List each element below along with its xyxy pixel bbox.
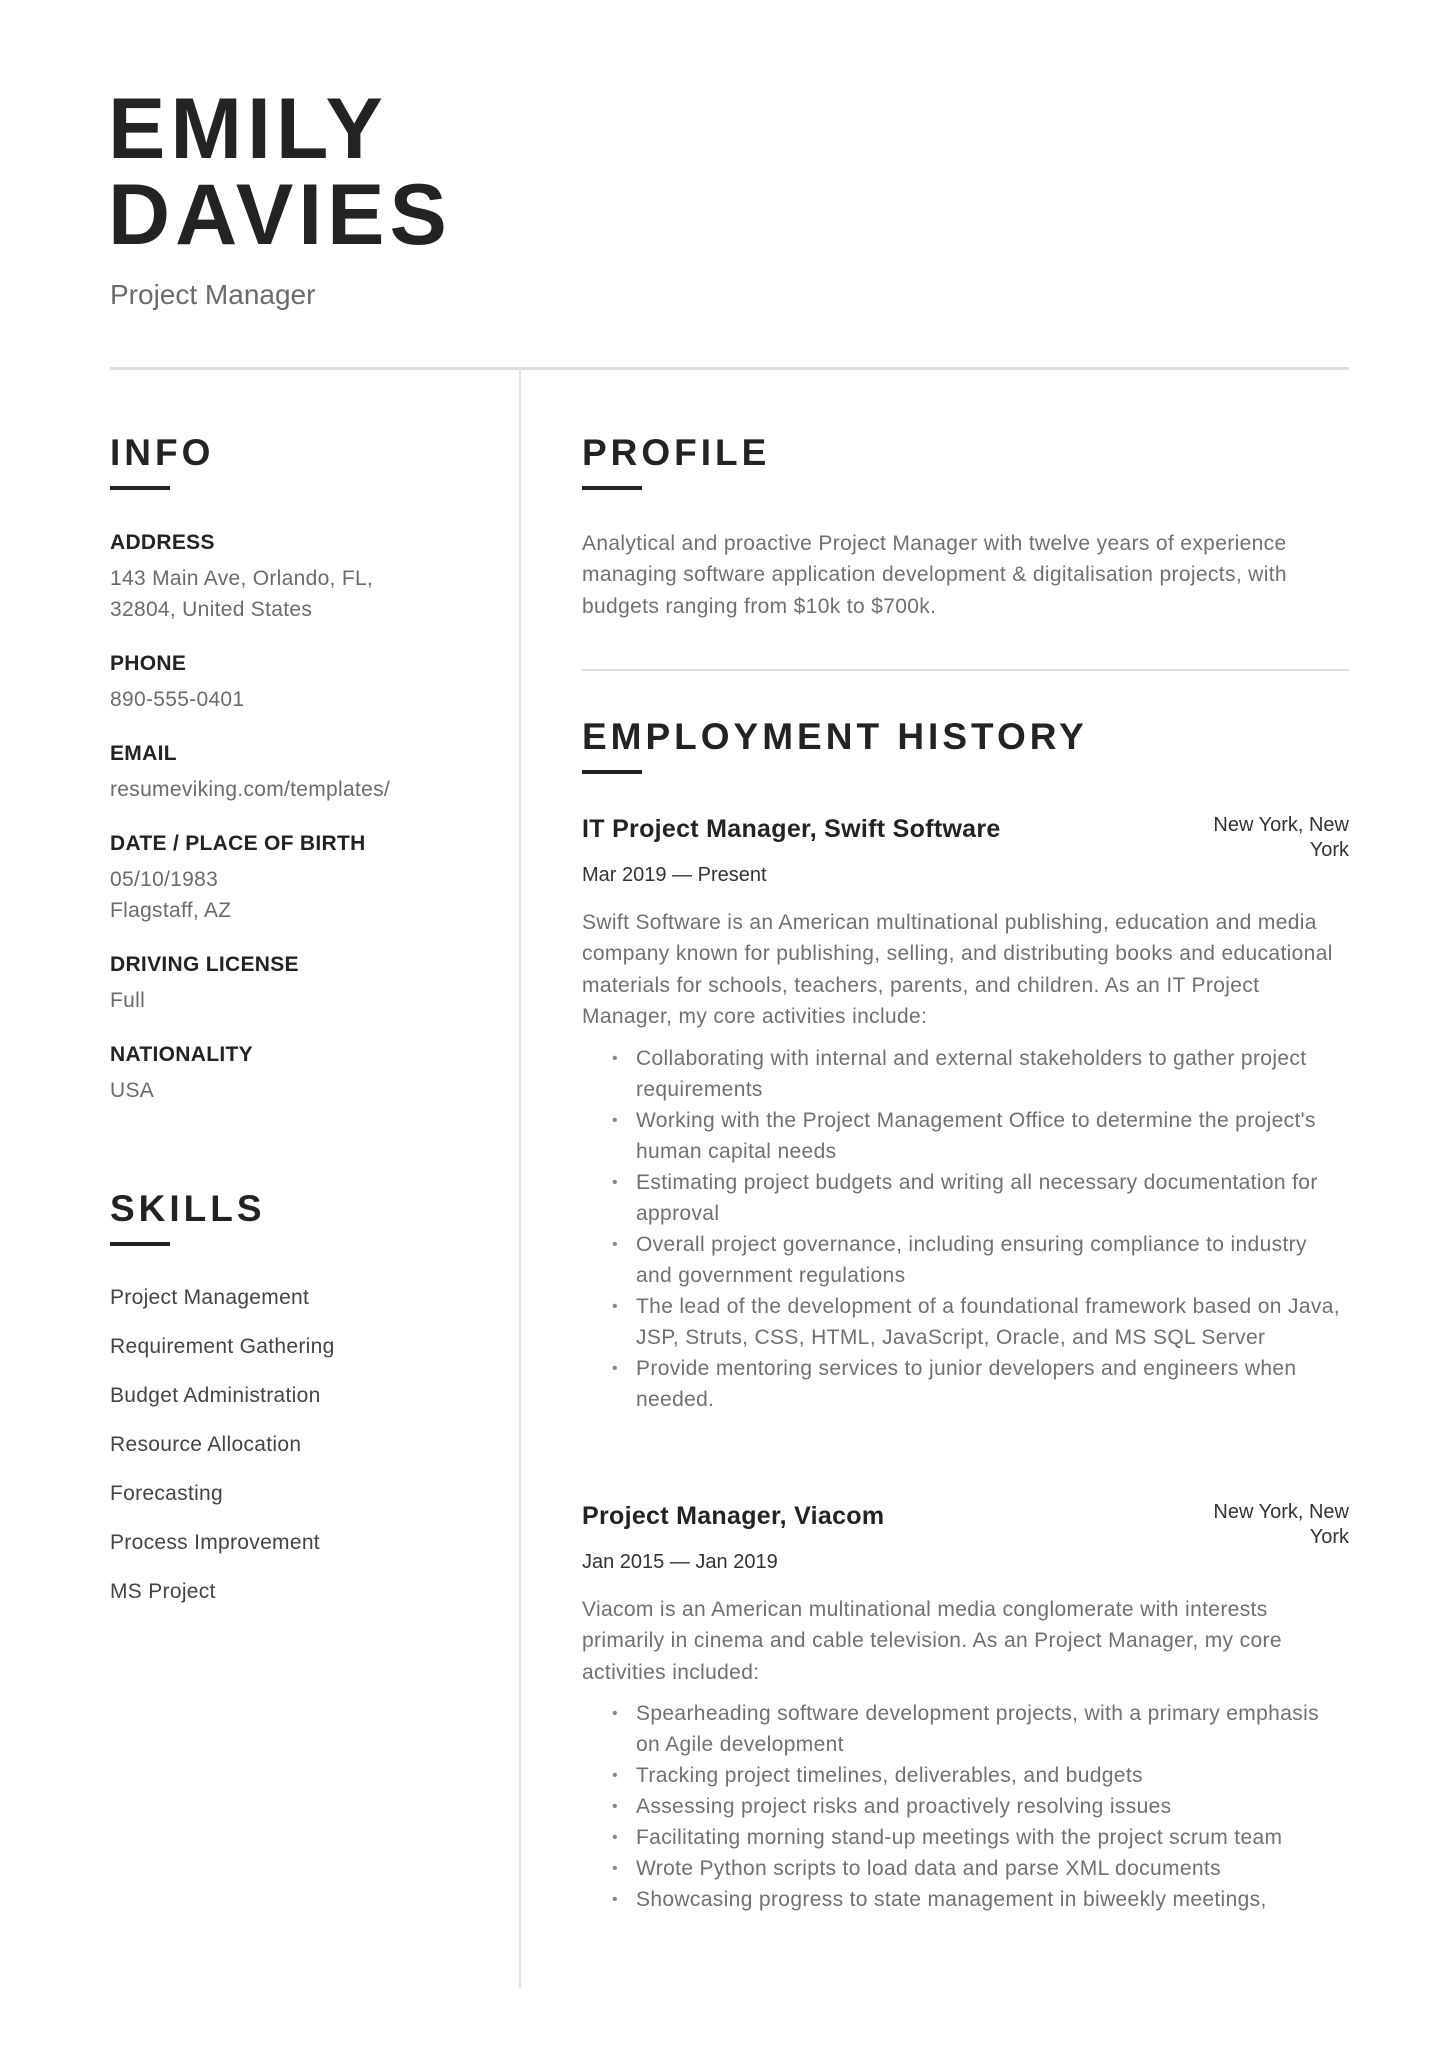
candidate-name (108, 81, 452, 263)
bullet-icon: • (612, 1891, 618, 1909)
heading-underline (110, 486, 170, 490)
info-item (110, 528, 500, 625)
section-divider (582, 669, 1349, 671)
bullet-text: The lead of the development of a foundational framework based on Java, JSP, Struts, CSS, HTML, JavaScript, Oracle, and MS SQL Server (636, 1294, 1340, 1349)
bullet-item (612, 1822, 1349, 1853)
bullet-item (612, 1853, 1349, 1884)
employment-section (582, 715, 1349, 774)
employment-heading: EMPLOYMENT HISTORY (582, 716, 1088, 757)
skill-item: Process Improvement (110, 1531, 320, 1554)
info-value: 890-555-0401 (110, 688, 245, 711)
skills-section (110, 1187, 500, 1616)
bullet-item (612, 1698, 1349, 1760)
bullet-text: Overall project governance, including ensuring compliance to industry and government regulations (636, 1232, 1307, 1287)
skills-list (110, 1273, 500, 1616)
bullet-text: Wrote Python scripts to load data and parse XML documents (636, 1857, 1221, 1881)
info-label: DATE / PLACE OF BIRTH (110, 832, 366, 855)
skills-heading: SKILLS (110, 1188, 266, 1229)
bullet-icon: • (612, 1173, 618, 1191)
bullet-icon: • (612, 1297, 618, 1315)
skill-item: MS Project (110, 1580, 216, 1603)
bullet-item (612, 1229, 1349, 1291)
bullet-text: Showcasing progress to state management in biweekly meetings, (636, 1888, 1267, 1912)
profile-heading: PROFILE (582, 432, 771, 473)
profile-text: Analytical and proactive Project Manager with twelve years of experience managing software application development & digitalisation projects, with budgets ranging from $10k to $700k. (582, 532, 1287, 618)
bullet-icon: • (612, 1705, 618, 1723)
info-label: EMAIL (110, 742, 177, 765)
info-list (110, 528, 500, 1106)
job-header (582, 813, 1349, 863)
job-bullets (582, 1698, 1349, 1915)
bullet-icon: • (612, 1829, 618, 1847)
info-value: 05/10/1983 (110, 868, 219, 891)
bullet-icon: • (612, 1798, 618, 1816)
info-label: NATIONALITY (110, 1043, 253, 1066)
bullet-icon: • (612, 1049, 618, 1067)
job-title-subtitle: Project Manager (110, 279, 316, 310)
bullet-item (612, 1353, 1349, 1415)
heading-underline (582, 770, 642, 774)
job-dates: Jan 2015 — Jan 2019 (582, 1551, 778, 1573)
info-label: PHONE (110, 652, 187, 675)
info-value: USA (110, 1079, 155, 1102)
info-label: DRIVING LICENSE (110, 953, 299, 976)
bullet-item (612, 1760, 1349, 1791)
heading-underline (582, 486, 642, 490)
bullet-item (612, 1884, 1349, 1915)
job-header (582, 1500, 1349, 1550)
profile-section (582, 431, 1349, 622)
bullet-text: Collaborating with internal and external stakeholders to gather project requirements (636, 1046, 1307, 1101)
job-bullets (582, 1043, 1349, 1415)
skill-item: Requirement Gathering (110, 1335, 335, 1358)
job-location: New York, New York (1213, 1501, 1349, 1548)
info-item (110, 950, 500, 1016)
header-divider (110, 367, 1349, 370)
info-item (110, 1040, 500, 1106)
info-value: Flagstaff, AZ (110, 899, 232, 922)
info-value: 143 Main Ave, Orlando, FL, (110, 567, 374, 590)
bullet-icon: • (612, 1359, 618, 1377)
info-item (110, 829, 500, 926)
bullet-item (612, 1105, 1349, 1167)
info-label: ADDRESS (110, 531, 215, 554)
skill-item: Forecasting (110, 1482, 224, 1505)
bullet-text: Working with the Project Management Office to determine the project's human capital needs (636, 1108, 1316, 1163)
bullet-text: Assessing project risks and proactively resolving issues (636, 1795, 1172, 1819)
job-dates: Mar 2019 — Present (582, 864, 767, 886)
job-description: Swift Software is an American multinational publishing, education and media company known for publishing, selling, and distributing books and educational materials for schools, teachers, parents, and children. As an IT Project Manager, my core activities include: (582, 911, 1333, 1029)
bullet-text: Tracking project timelines, deliverables, and budgets (636, 1764, 1143, 1788)
info-heading: INFO (110, 432, 215, 473)
info-value: Full (110, 989, 146, 1012)
bullet-text: Provide mentoring services to junior developers and engineers when needed. (636, 1356, 1297, 1411)
job-description: Viacom is an American multinational media conglomerate with interests primarily in cinema and cable television. As an Project Manager, my core activities included: (582, 1598, 1282, 1684)
column-divider (519, 368, 521, 1988)
bullet-item (612, 1167, 1349, 1229)
info-item (110, 649, 500, 715)
job-entry (582, 813, 1349, 1415)
job-title: IT Project Manager, Swift Software (582, 815, 1001, 843)
info-section (110, 431, 500, 1130)
bullet-item (612, 1791, 1349, 1822)
info-value: 32804, United States (110, 598, 313, 621)
job-title: Project Manager, Viacom (582, 1502, 885, 1530)
skill-item: Project Management (110, 1286, 310, 1309)
info-value: resumeviking.com/templates/ (110, 778, 391, 801)
skill-item: Resource Allocation (110, 1433, 302, 1456)
info-item (110, 739, 500, 805)
bullet-icon: • (612, 1767, 618, 1785)
bullet-item (612, 1291, 1349, 1353)
bullet-text: Spearheading software development projects, with a primary emphasis on Agile development (636, 1702, 1319, 1757)
skill-item: Budget Administration (110, 1384, 321, 1407)
bullet-text: Facilitating morning stand-up meetings with the project scrum team (636, 1826, 1283, 1850)
bullet-item (612, 1043, 1349, 1105)
job-location: New York, New York (1213, 814, 1349, 861)
job-entry (582, 1500, 1349, 1915)
bullet-text: Estimating project budgets and writing all necessary documentation for approval (636, 1170, 1318, 1225)
bullet-icon: • (612, 1111, 618, 1129)
heading-underline (110, 1242, 170, 1246)
bullet-icon: • (612, 1860, 618, 1878)
last-name: DAVIES (108, 167, 452, 263)
bullet-icon: • (612, 1235, 618, 1253)
first-name: EMILY (108, 81, 388, 177)
